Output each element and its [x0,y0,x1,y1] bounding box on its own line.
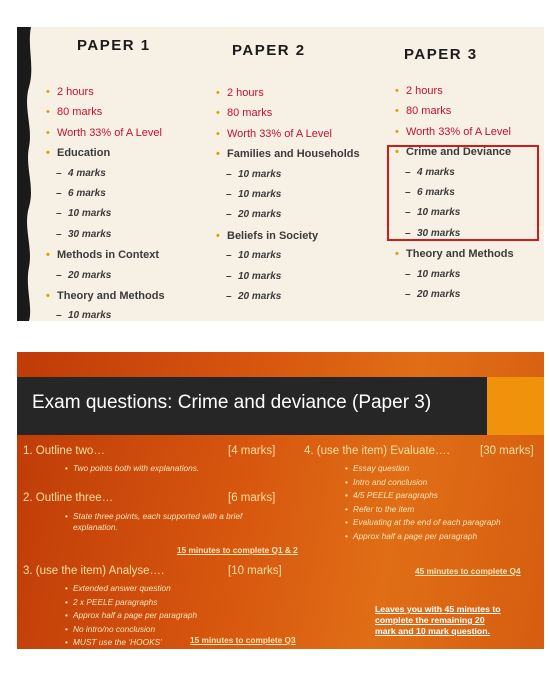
time-note-q4: 45 minutes to complete Q4 [415,566,521,576]
q4-bullet: • Essay question [353,463,409,473]
paper-2-item: • 80 marks [216,103,360,123]
paper-2-item: • Worth 33% of A Level [216,124,360,144]
paper-1-item: – 30 marks [46,225,165,245]
paper-2-heading: PAPER 2 [232,42,306,59]
question-4-marks: [30 marks] [480,445,534,457]
paper-2-item: – 10 marks [216,165,360,185]
q4-bullet: • Evaluating at the end of each paragraph [353,517,501,527]
paper-2-item: • 2 hours [216,83,360,103]
paper-2-item: – 10 marks [216,185,360,205]
question-2-label: 2. Outline three… [23,492,114,504]
remaining-time-note-line-3: mark and 10 mark question. [375,626,490,636]
paper-1-item: • Education [46,143,165,163]
paper-1-item: • Theory and Methods [46,286,165,306]
paper-3-item: • 2 hours [395,81,514,101]
question-1-bullet: • Two points both with explanations. [73,463,199,473]
paper-1-item: – 6 marks [46,184,165,204]
q4-bullet: • Intro and conclusion [353,477,427,487]
paper-2-item: – 20 marks [216,287,360,307]
q4-bullet: • Approx half a page per paragraph [353,531,477,541]
question-1-marks: [4 marks] [228,445,276,457]
paper-overview-slide [17,27,544,321]
paper-2-list [216,83,360,307]
title-accent-block [487,377,544,435]
time-note-q1-q2: 15 minutes to complete Q1 & 2 [177,545,298,555]
paper-3-item: • Crime and Deviance [395,142,514,162]
q3-bullet: • MUST use the ‘HOOKS’ [73,637,162,647]
paper-1-heading: PAPER 1 [77,37,151,54]
question-1-label: 1. Outline two… [23,445,105,457]
question-2-bullet-continued: explanation. [73,522,118,532]
paper-1-item: • Worth 33% of A Level [46,123,165,143]
paper-3-item: – 20 marks [395,285,514,305]
paper-3-item: – 10 marks [395,265,514,285]
paper-3-item: – 6 marks [395,183,514,203]
q4-bullet: • 4/5 PEELE paragraphs [353,490,438,500]
q3-bullet: • Approx half a page per paragraph [73,610,197,620]
paper-1-item: • 2 hours [46,82,165,102]
title-bar [17,377,487,435]
paper-2-item: – 20 marks [216,205,360,225]
paper-3-item: • Theory and Methods [395,244,514,264]
slide-title: Exam questions: Crime and deviance (Paper 3) [32,392,432,413]
paper-1-item: – 10 marks [46,306,165,321]
paper-3-item: • 80 marks [395,101,514,121]
paper-3-item: – 10 marks [395,203,514,223]
paper-1-item: – 10 marks [46,204,165,224]
q3-bullet: • No intro/no conclusion [73,624,155,634]
question-4-label: 4. (use the item) Evaluate…. [304,445,450,457]
remaining-time-note-line-2: complete the remaining 20 [375,615,485,625]
exam-questions-slide [17,352,544,649]
paper-3-heading: PAPER 3 [404,46,478,63]
paper-2-item: • Beliefs in Society [216,226,360,246]
question-3-label: 3. (use the item) Analyse…. [23,565,165,577]
question-3-marks: [10 marks] [228,565,282,577]
paper-3-item: – 30 marks [395,224,514,244]
paper-3-item: – 4 marks [395,163,514,183]
q4-bullet: • Refer to the item [353,504,414,514]
question-2-marks: [6 marks] [228,492,276,504]
paper-1-list [46,82,165,321]
paper-1-item: – 20 marks [46,266,165,286]
q3-bullet: • 2 x PEELE paragraphs [73,597,157,607]
paper-1-item: • Methods in Context [46,245,165,265]
paper-3-item: • Worth 33% of A Level [395,122,514,142]
question-2-bullet: • State three points, each supported with a brief [73,511,242,521]
paper-2-item: – 10 marks [216,246,360,266]
crime-and-deviance-highlight-box [387,145,539,241]
paper-1-item: • 80 marks [46,102,165,122]
paper-2-item: – 10 marks [216,267,360,287]
paper-1-item: – 4 marks [46,164,165,184]
paper-2-item: • Families and Households [216,144,360,164]
q3-bullet: • Extended answer question [73,583,171,593]
remaining-time-note-line-1: Leaves you with 45 minutes to [375,604,501,614]
time-note-q3: 15 minutes to complete Q3 [190,635,296,645]
